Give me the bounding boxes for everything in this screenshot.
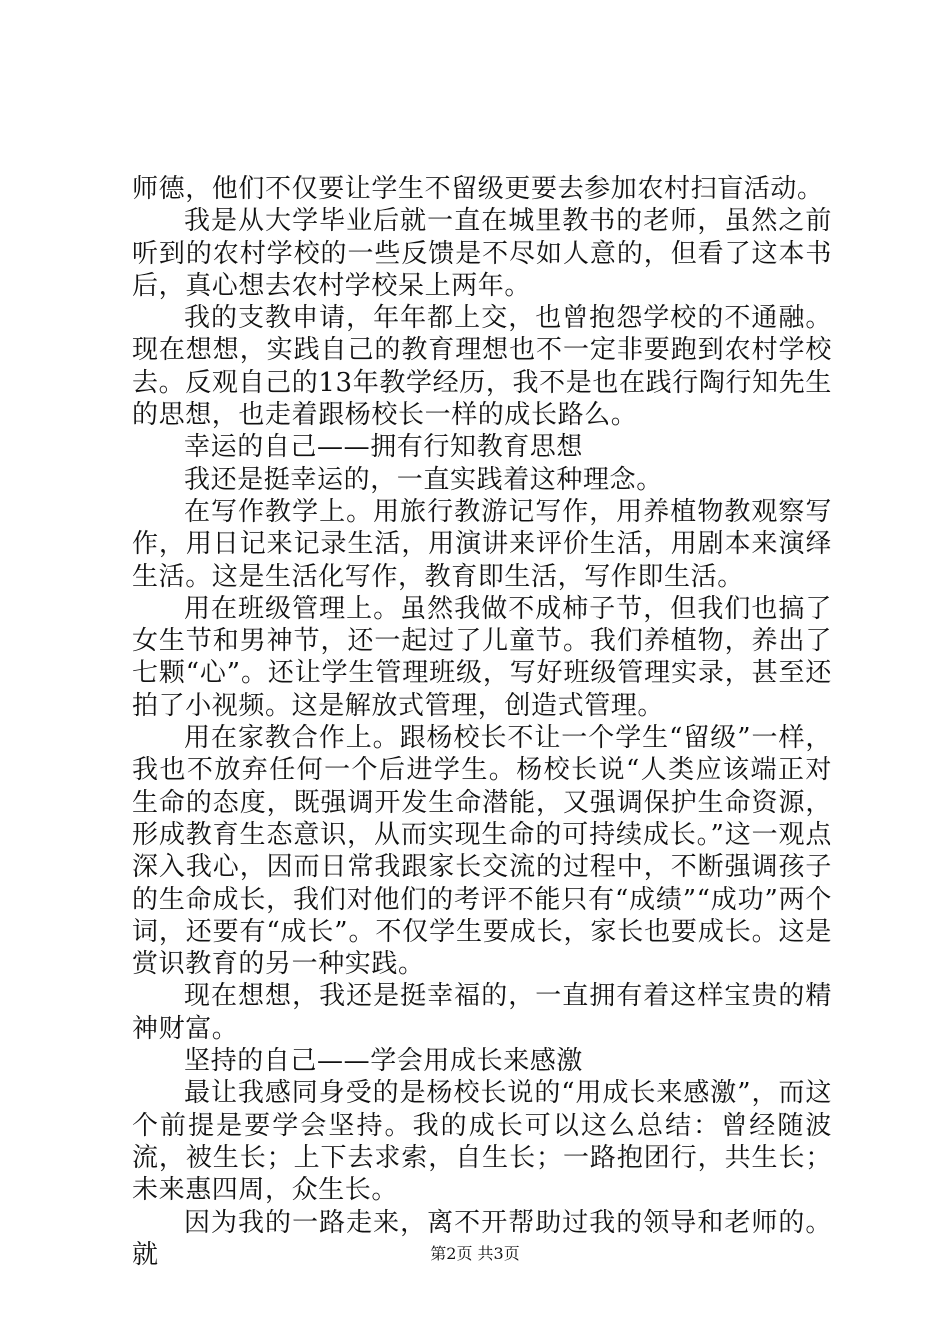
paragraph-7: 用在班级管理上。虽然我做不成柿子节，但我们也搞了女生节和男神节，还一起过了儿童节。我们养植物，养出了七颗“心”。还让学生管理班级，写好班级管理实录，甚至还拍了小视频。这是解放式管理，创造式管理。 xyxy=(132,593,832,721)
paragraph-2: 我是从大学毕业后就一直在城里教书的老师，虽然之前听到的农村学校的一些反馈是不尽如人意的，但看了这本书后，真心想去农村学校呆上两年。 xyxy=(132,206,832,301)
paragraph-6: 在写作教学上。用旅行教游记写作，用养植物教观察写作，用日记来记录生活，用演讲来评价生活，用剧本来演绎生活。这是生活化写作，教育即生活，写作即生活。 xyxy=(132,496,832,592)
paragraph-1: 师德，他们不仅要让学生不留级更要去参加农村扫盲活动。 xyxy=(132,174,824,204)
paragraph-9: 现在想想，我还是挺幸福的，一直拥有着这样宝贵的精神财富。 xyxy=(132,981,832,1044)
section-heading-lucky: 幸运的自己——拥有行知教育思想 xyxy=(184,432,584,463)
paragraph-3: 我的支教申请，年年都上交，也曾抱怨学校的不通融。现在想想，实践自己的教育理想也不一定非要跑到农村学校去。反观自己的13年教学经历，我不是也在践行陶行知先生的思想，也走着跟杨校长一样的成长路么。 xyxy=(132,303,832,431)
section-heading-persist: 坚持的自己——学会用成长来感激 xyxy=(184,1046,584,1077)
paragraph-8: 用在家教合作上。跟杨校长不让一个学生“留级”一样，我也不放弃任何一个后进学生。杨校长说“人类应该端正对生命的态度，既强调开发生命潜能，又强调保护生命资源，形成教育生态意识，从而实现生命的可持续成长。”这一观点深入我心，因而日常我跟家长交流的过程中，不断强调孩子的生命成长，我们对他们的考评不能只有“成绩”“成功”两个词，还要有“成长”。不仅学生要成长，家长也要成长。这是赏识教育的另一种实践。 xyxy=(132,723,832,980)
paragraph-5: 我还是挺幸运的，一直实践着这种理念。 xyxy=(184,464,663,495)
paragraph-12: 因为我的一路走来，离不开帮助过我的领导和老师的。就 xyxy=(132,1207,832,1270)
page-footer: 第2页 共3页 xyxy=(430,1244,520,1263)
document-body xyxy=(132,173,832,1271)
paragraph-11: 最让我感同身受的是杨校长说的“用成长来感激”，而这个前提是要学会坚持。我的成长可以这么总结：曾经随波流，被生长；上下去求索，自生长；一路抱团行，共生长；未来惠四周，众生长。 xyxy=(132,1078,832,1206)
